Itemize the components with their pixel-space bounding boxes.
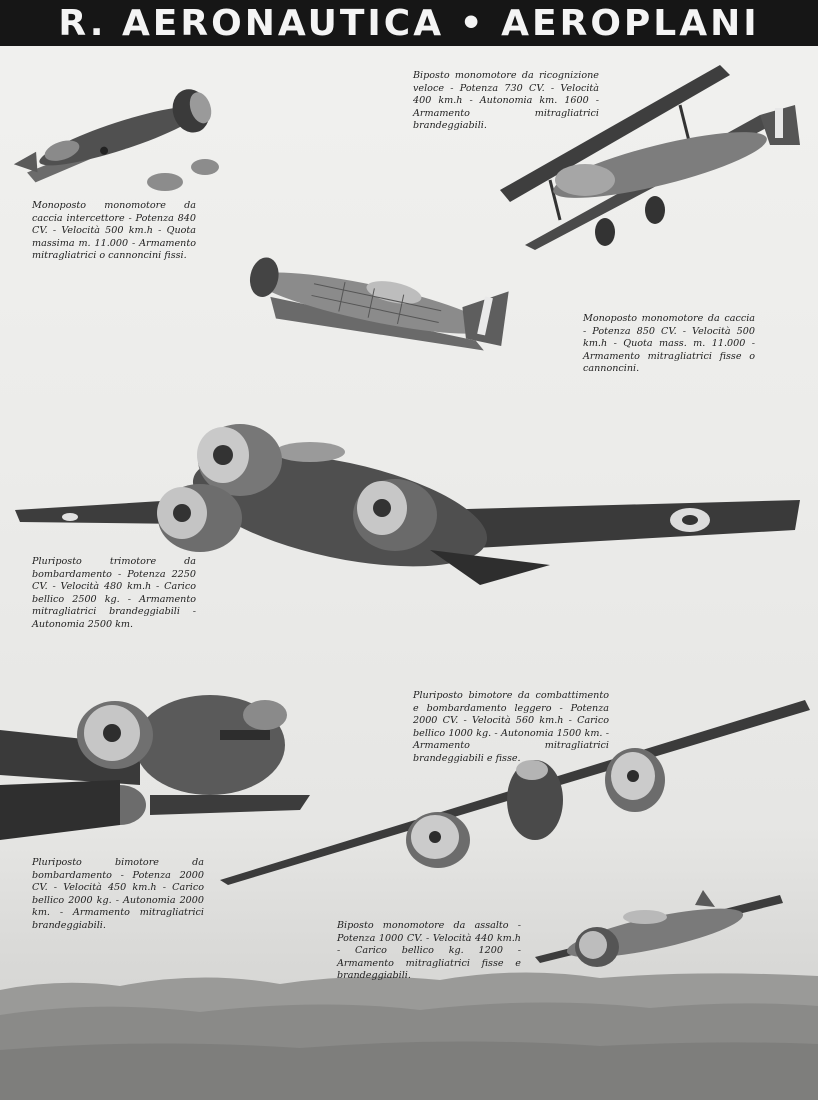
poster-title: R. AERONAUTICA • AEROPLANI — [58, 2, 760, 44]
caption-fighter: Monoposto monomotore da caccia - Potenza 850 CV. - Velocità 500 km.h - Quota mass. m. 11.000 - Armamento mitragliatrici fisse o cannoncini. — [583, 313, 755, 375]
caption-trimotor-bomber: Pluriposto trimotore da bombardamento - Potenza 2250 CV. - Velocità 480 km.h - Carico bellico 2500 kg. - Armamento mitragliatrici brandeggiabili - Autonomia 2500 km. — [32, 556, 196, 630]
caption-recon-biplane: Biposto monomotore da ricognizione veloce - Potenza 730 CV. - Velocità 400 km.h - Autonomia km. 1600 - Armamento mitragliatrici brandeggiabili. — [413, 70, 599, 132]
caption-fighter-interceptor: Monoposto monomotore da caccia intercettore - Potenza 840 CV. - Velocità 500 km.h - Quota massima m. 11.000 - Armamento mitragliatrici o cannoncini fissi. — [32, 200, 196, 262]
caption-twin-fighter-bomber: Pluriposto bimotore da combattimento e bombardamento leggero - Potenza 2000 CV. - Velocità 560 km.h - Carico bellico 1000 kg. - Autonomia 1500 km. - Armamento mitragliatrici brandeggiabili e fisse. — [413, 690, 609, 764]
header-banner — [0, 0, 818, 46]
plane-fighter-interceptor — [0, 70, 240, 200]
plane-fighter — [240, 250, 520, 370]
caption-assault: Biposto monomotore da assalto - Potenza 1000 CV. - Velocità 440 km.h - Carico bellico kg. 1200 - Armamento mitragliatrici fisse e brandeggiabili. — [337, 920, 521, 982]
caption-twin-bomber: Pluriposto bimotore da bombardamento - Potenza 2000 CV. - Velocità 450 km.h - Carico bellico 2000 kg. - Autonomia 2000 km. - Armamento mitragliatrici brandeggiabili. — [32, 857, 204, 931]
